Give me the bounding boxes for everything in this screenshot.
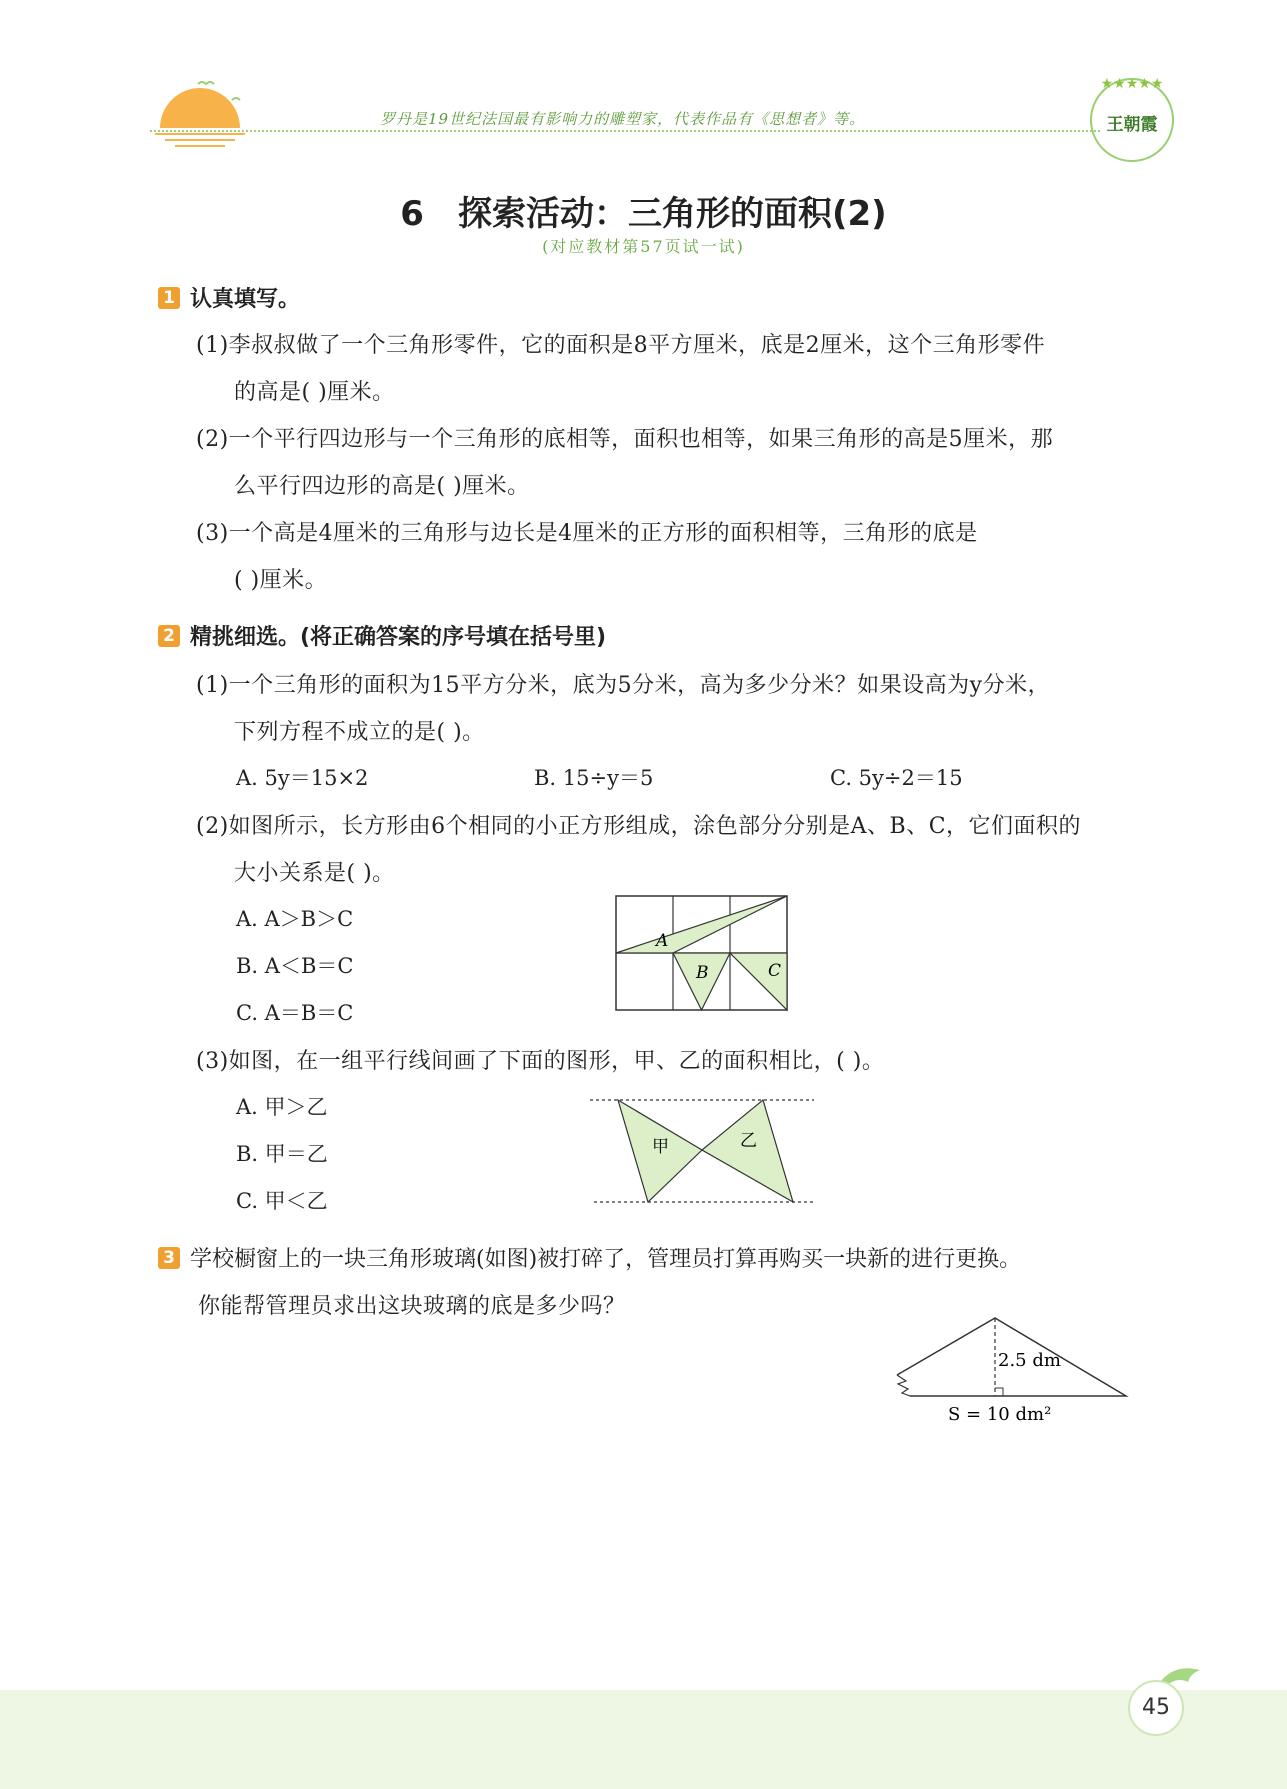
section-1-heading bbox=[158, 282, 300, 313]
shape-yi bbox=[702, 1100, 793, 1202]
shaded-triangle-a bbox=[616, 896, 787, 953]
s2-q1-line1: (1)一个三角形的面积为15平方分米，底为5分米，高为多少分米？如果设高为y分米， bbox=[196, 673, 1051, 698]
s2-q2-line2: 大小关系是( )。 bbox=[234, 861, 395, 886]
section-3-badge: 3 bbox=[158, 1247, 180, 1269]
parallel-lines-figure bbox=[588, 1094, 818, 1206]
s2-q1-option-b: B. 15÷y＝5 bbox=[534, 766, 654, 790]
star-icon: ★★★★★ bbox=[1100, 76, 1164, 92]
s2-q3-line1: (3)如图，在一组平行线间画了下面的图形，甲、乙的面积相比，( )。 bbox=[196, 1049, 885, 1074]
sunset-logo-icon bbox=[150, 70, 250, 150]
label-jia: 甲 bbox=[652, 1137, 669, 1157]
lesson-number: 6 bbox=[400, 194, 424, 234]
s1-q1-line2: 的高是( )厘米。 bbox=[234, 380, 395, 405]
s2-q2-option-a: A. A＞B＞C bbox=[236, 907, 354, 931]
footer-band bbox=[0, 1690, 1287, 1789]
logo-text: 王朝霞 bbox=[1106, 115, 1158, 135]
page-title bbox=[0, 186, 1287, 235]
brand-logo bbox=[1090, 78, 1174, 162]
section-2-heading bbox=[158, 620, 606, 651]
s2-q1-line2: 下列方程不成立的是( )。 bbox=[234, 720, 485, 745]
s2-q3-option-b: B. 甲＝乙 bbox=[236, 1142, 328, 1166]
area-label: S = 10 dm² bbox=[948, 1404, 1052, 1425]
section-2-badge: 2 bbox=[158, 625, 180, 647]
section-2-title: 精挑细选。(将正确答案的序号填在括号里) bbox=[190, 625, 607, 650]
label-yi: 乙 bbox=[740, 1131, 757, 1151]
s2-q2-option-b: B. A＜B＝C bbox=[236, 954, 354, 978]
s1-q3-line1: (3)一个高是4厘米的三角形与边长是4厘米的正方形的面积相等，三角形的底是 bbox=[196, 521, 978, 546]
s2-q3-option-c: C. 甲＜乙 bbox=[236, 1189, 328, 1213]
broken-edge bbox=[897, 1375, 910, 1396]
section-1-title: 认真填写。 bbox=[190, 287, 301, 312]
header-rule bbox=[150, 130, 1100, 132]
broken-triangle-figure bbox=[888, 1310, 1134, 1430]
rectangle-grid-figure bbox=[614, 894, 790, 1012]
s1-q3-line2: ( )厘米。 bbox=[234, 568, 328, 593]
label-c: C bbox=[768, 961, 782, 981]
label-a: A bbox=[656, 931, 669, 951]
s1-q1-line1: (1)李叔叔做了一个三角形零件，它的面积是8平方厘米，底是2厘米，这个三角形零件 bbox=[196, 333, 1046, 358]
section-3-line1: 学校橱窗上的一块三角形玻璃(如图)被打碎了，管理员打算再购买一块新的进行更换。 bbox=[190, 1247, 1022, 1272]
label-b: B bbox=[696, 963, 709, 983]
lesson-title: 探索活动：三角形的面积(2) bbox=[457, 194, 887, 234]
section-3-heading bbox=[158, 1242, 1021, 1273]
s2-q3-option-a: A. 甲＞乙 bbox=[236, 1095, 328, 1119]
header-quote: 罗丹是19世纪法国最有影响力的雕塑家，代表作品有《思想者》等。 bbox=[380, 110, 866, 128]
section-1-badge: 1 bbox=[158, 287, 180, 309]
s2-q1-option-c: C. 5y÷2＝15 bbox=[830, 766, 963, 790]
page-number: 45 bbox=[1128, 1680, 1184, 1736]
section-3-line2: 你能帮管理员求出这块玻璃的底是多少吗？ bbox=[198, 1294, 626, 1319]
height-label: 2.5 dm bbox=[998, 1350, 1061, 1371]
s2-q2-line1: (2)如图所示，长方形由6个相同的小正方形组成，涂色部分分别是A、B、C，它们面积的 bbox=[196, 814, 1082, 839]
s1-q2-line1: (2)一个平行四边形与一个三角形的底相等，面积也相等，如果三角形的高是5厘米，那 bbox=[196, 427, 1054, 452]
s2-q2-option-c: C. A＝B＝C bbox=[236, 1001, 354, 1025]
s1-q2-line2: 么平行四边形的高是( )厘米。 bbox=[234, 474, 530, 499]
s2-q1-option-a: A. 5y＝15×2 bbox=[236, 766, 369, 790]
page-subtitle: (对应教材第57页试一试) bbox=[542, 237, 745, 256]
